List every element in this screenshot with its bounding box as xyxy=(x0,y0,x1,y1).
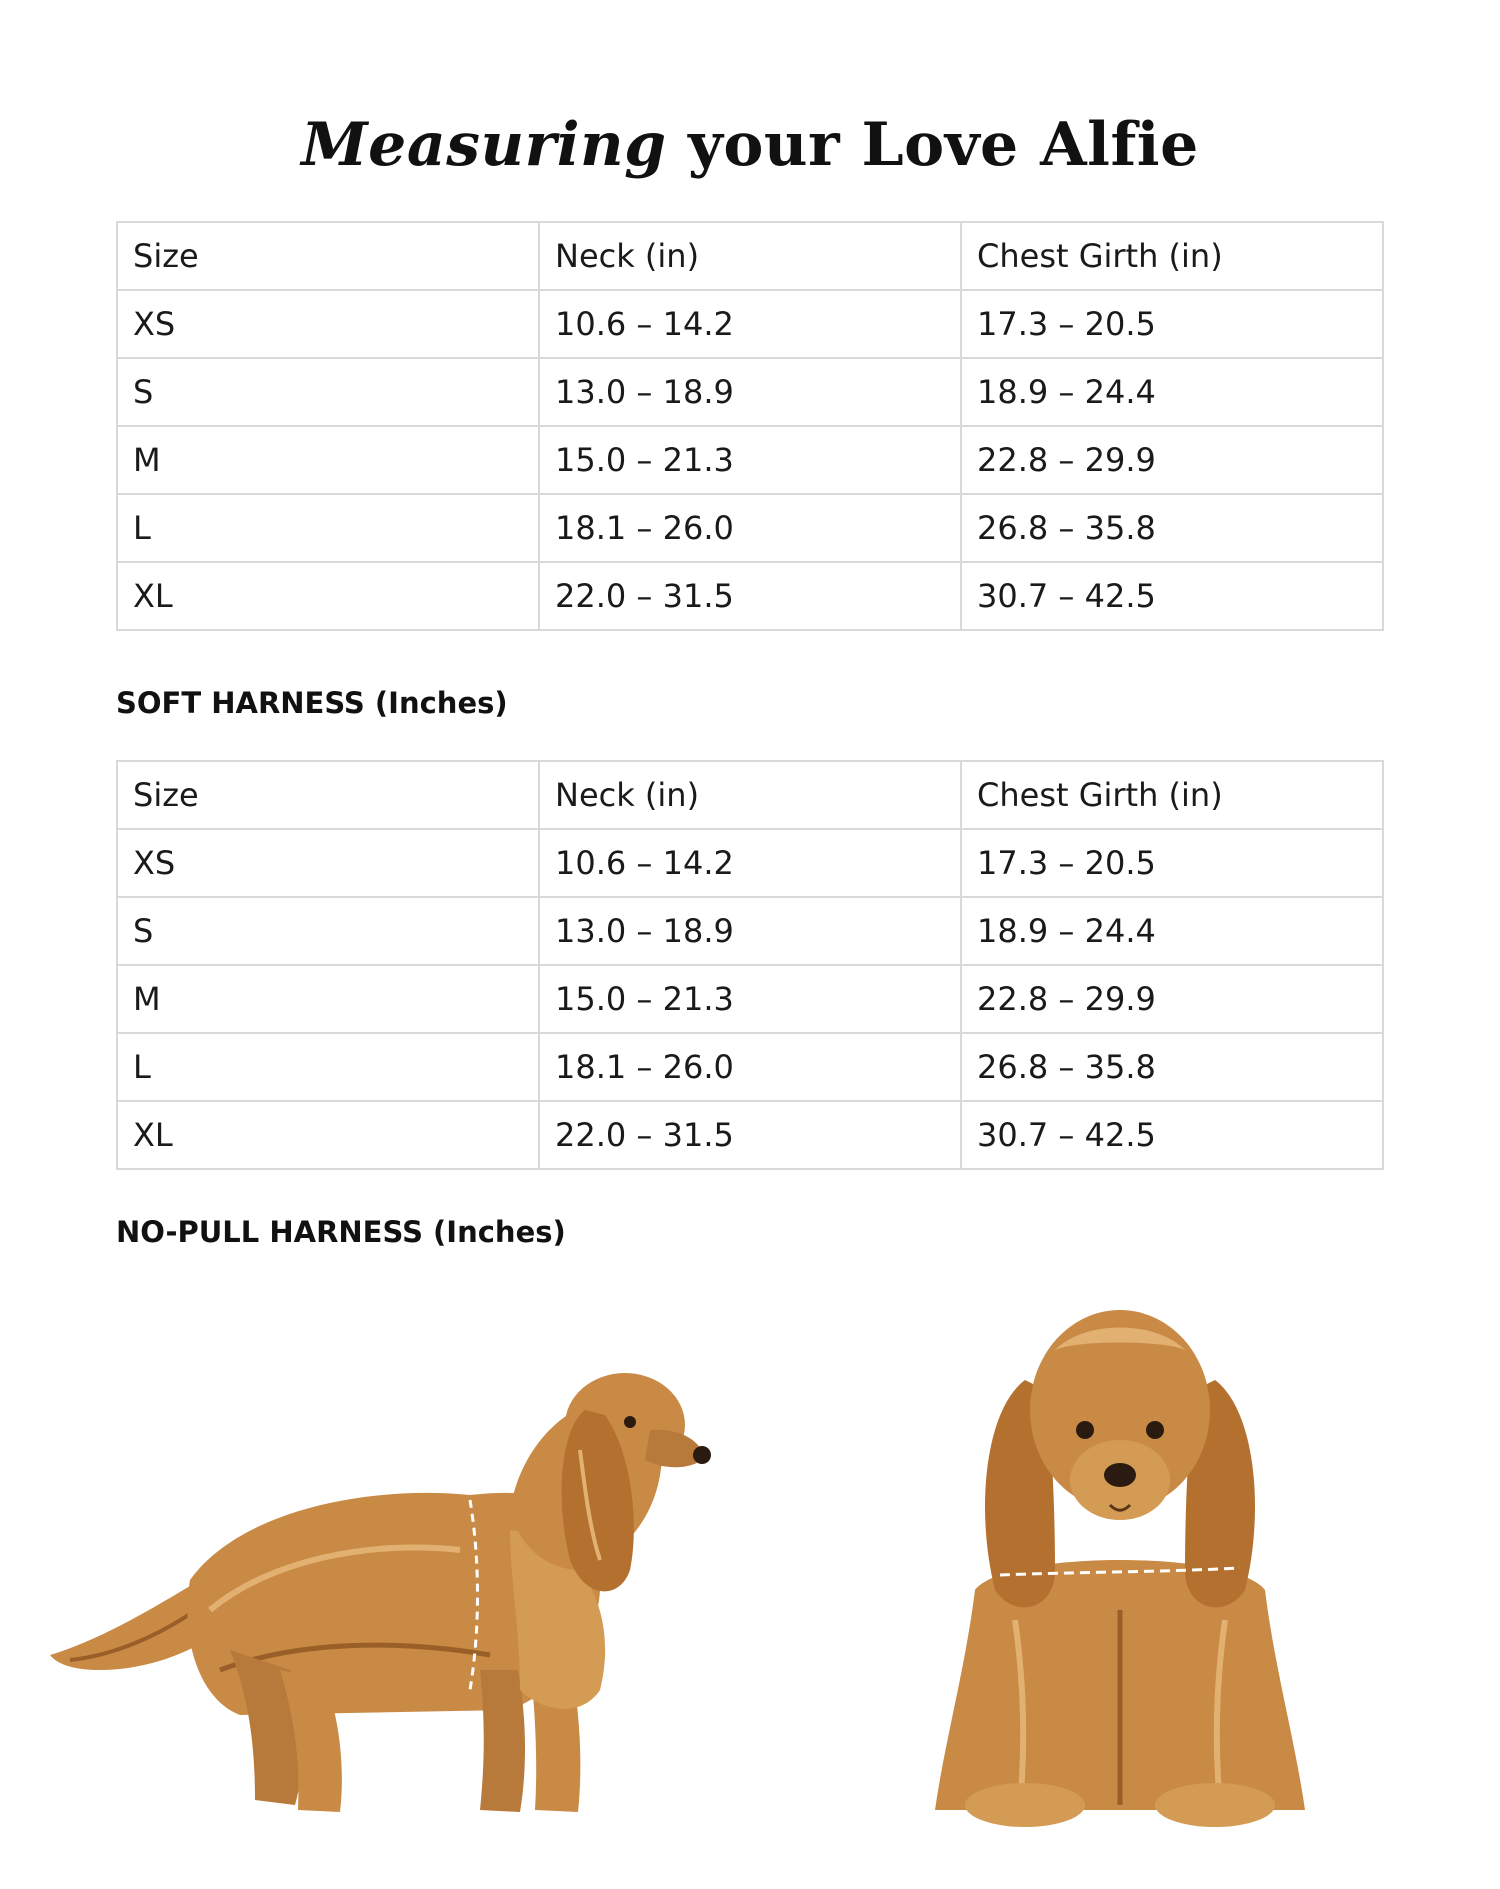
dog-side-view-illustration xyxy=(40,1310,800,1830)
table-row xyxy=(117,1033,1383,1101)
size-cell: XL xyxy=(117,1101,539,1169)
table-row xyxy=(117,897,1383,965)
neck-cell: 15.0 – 21.3 xyxy=(539,965,961,1033)
neck-cell: 18.1 – 26.0 xyxy=(539,1033,961,1101)
header-chest-girth: Chest Girth (in) xyxy=(961,761,1383,829)
table-row xyxy=(117,358,1383,426)
chest-cell: 26.8 – 35.8 xyxy=(961,1033,1383,1101)
neck-cell: 13.0 – 18.9 xyxy=(539,897,961,965)
header-neck: Neck (in) xyxy=(539,761,961,829)
chest-cell: 18.9 – 24.4 xyxy=(961,897,1383,965)
neck-cell: 15.0 – 21.3 xyxy=(539,426,961,494)
no-pull-harness-size-table xyxy=(116,760,1384,1170)
table-row xyxy=(117,829,1383,897)
dog-front-view-illustration xyxy=(905,1290,1335,1850)
chest-cell: 22.8 – 29.9 xyxy=(961,426,1383,494)
size-cell: S xyxy=(117,897,539,965)
neck-cell: 13.0 – 18.9 xyxy=(539,358,961,426)
chest-cell: 30.7 – 42.5 xyxy=(961,562,1383,630)
no-pull-harness-label: NO-PULL HARNESS (Inches) xyxy=(116,1215,566,1249)
neck-cell: 22.0 – 31.5 xyxy=(539,1101,961,1169)
table-row xyxy=(117,494,1383,562)
chest-cell: 17.3 – 20.5 xyxy=(961,290,1383,358)
dog-front-body xyxy=(935,1310,1305,1827)
header-size: Size xyxy=(117,761,539,829)
size-cell: L xyxy=(117,494,539,562)
page-title xyxy=(0,110,1500,180)
header-neck: Neck (in) xyxy=(539,222,961,290)
table-header-row xyxy=(117,222,1383,290)
header-chest-girth: Chest Girth (in) xyxy=(961,222,1383,290)
size-cell: S xyxy=(117,358,539,426)
table-row xyxy=(117,965,1383,1033)
neck-cell: 22.0 – 31.5 xyxy=(539,562,961,630)
dog-side-body xyxy=(50,1373,711,1812)
neck-cell: 10.6 – 14.2 xyxy=(539,829,961,897)
size-cell: XL xyxy=(117,562,539,630)
size-cell: L xyxy=(117,1033,539,1101)
neck-cell: 10.6 – 14.2 xyxy=(539,290,961,358)
table-row xyxy=(117,1101,1383,1169)
size-cell: M xyxy=(117,426,539,494)
chest-cell: 22.8 – 29.9 xyxy=(961,965,1383,1033)
soft-harness-size-table xyxy=(116,221,1384,631)
title-rest: your Love Alfie xyxy=(666,110,1199,181)
size-cell: M xyxy=(117,965,539,1033)
title-emphasis: Measuring xyxy=(301,110,667,181)
table-row xyxy=(117,426,1383,494)
size-cell: XS xyxy=(117,290,539,358)
soft-harness-label: SOFT HARNESS (Inches) xyxy=(116,686,508,720)
size-cell: XS xyxy=(117,829,539,897)
table-row xyxy=(117,290,1383,358)
chest-cell: 30.7 – 42.5 xyxy=(961,1101,1383,1169)
table-row xyxy=(117,562,1383,630)
chest-cell: 17.3 – 20.5 xyxy=(961,829,1383,897)
neck-cell: 18.1 – 26.0 xyxy=(539,494,961,562)
chest-cell: 18.9 – 24.4 xyxy=(961,358,1383,426)
header-size: Size xyxy=(117,222,539,290)
chest-cell: 26.8 – 35.8 xyxy=(961,494,1383,562)
table-header-row xyxy=(117,761,1383,829)
